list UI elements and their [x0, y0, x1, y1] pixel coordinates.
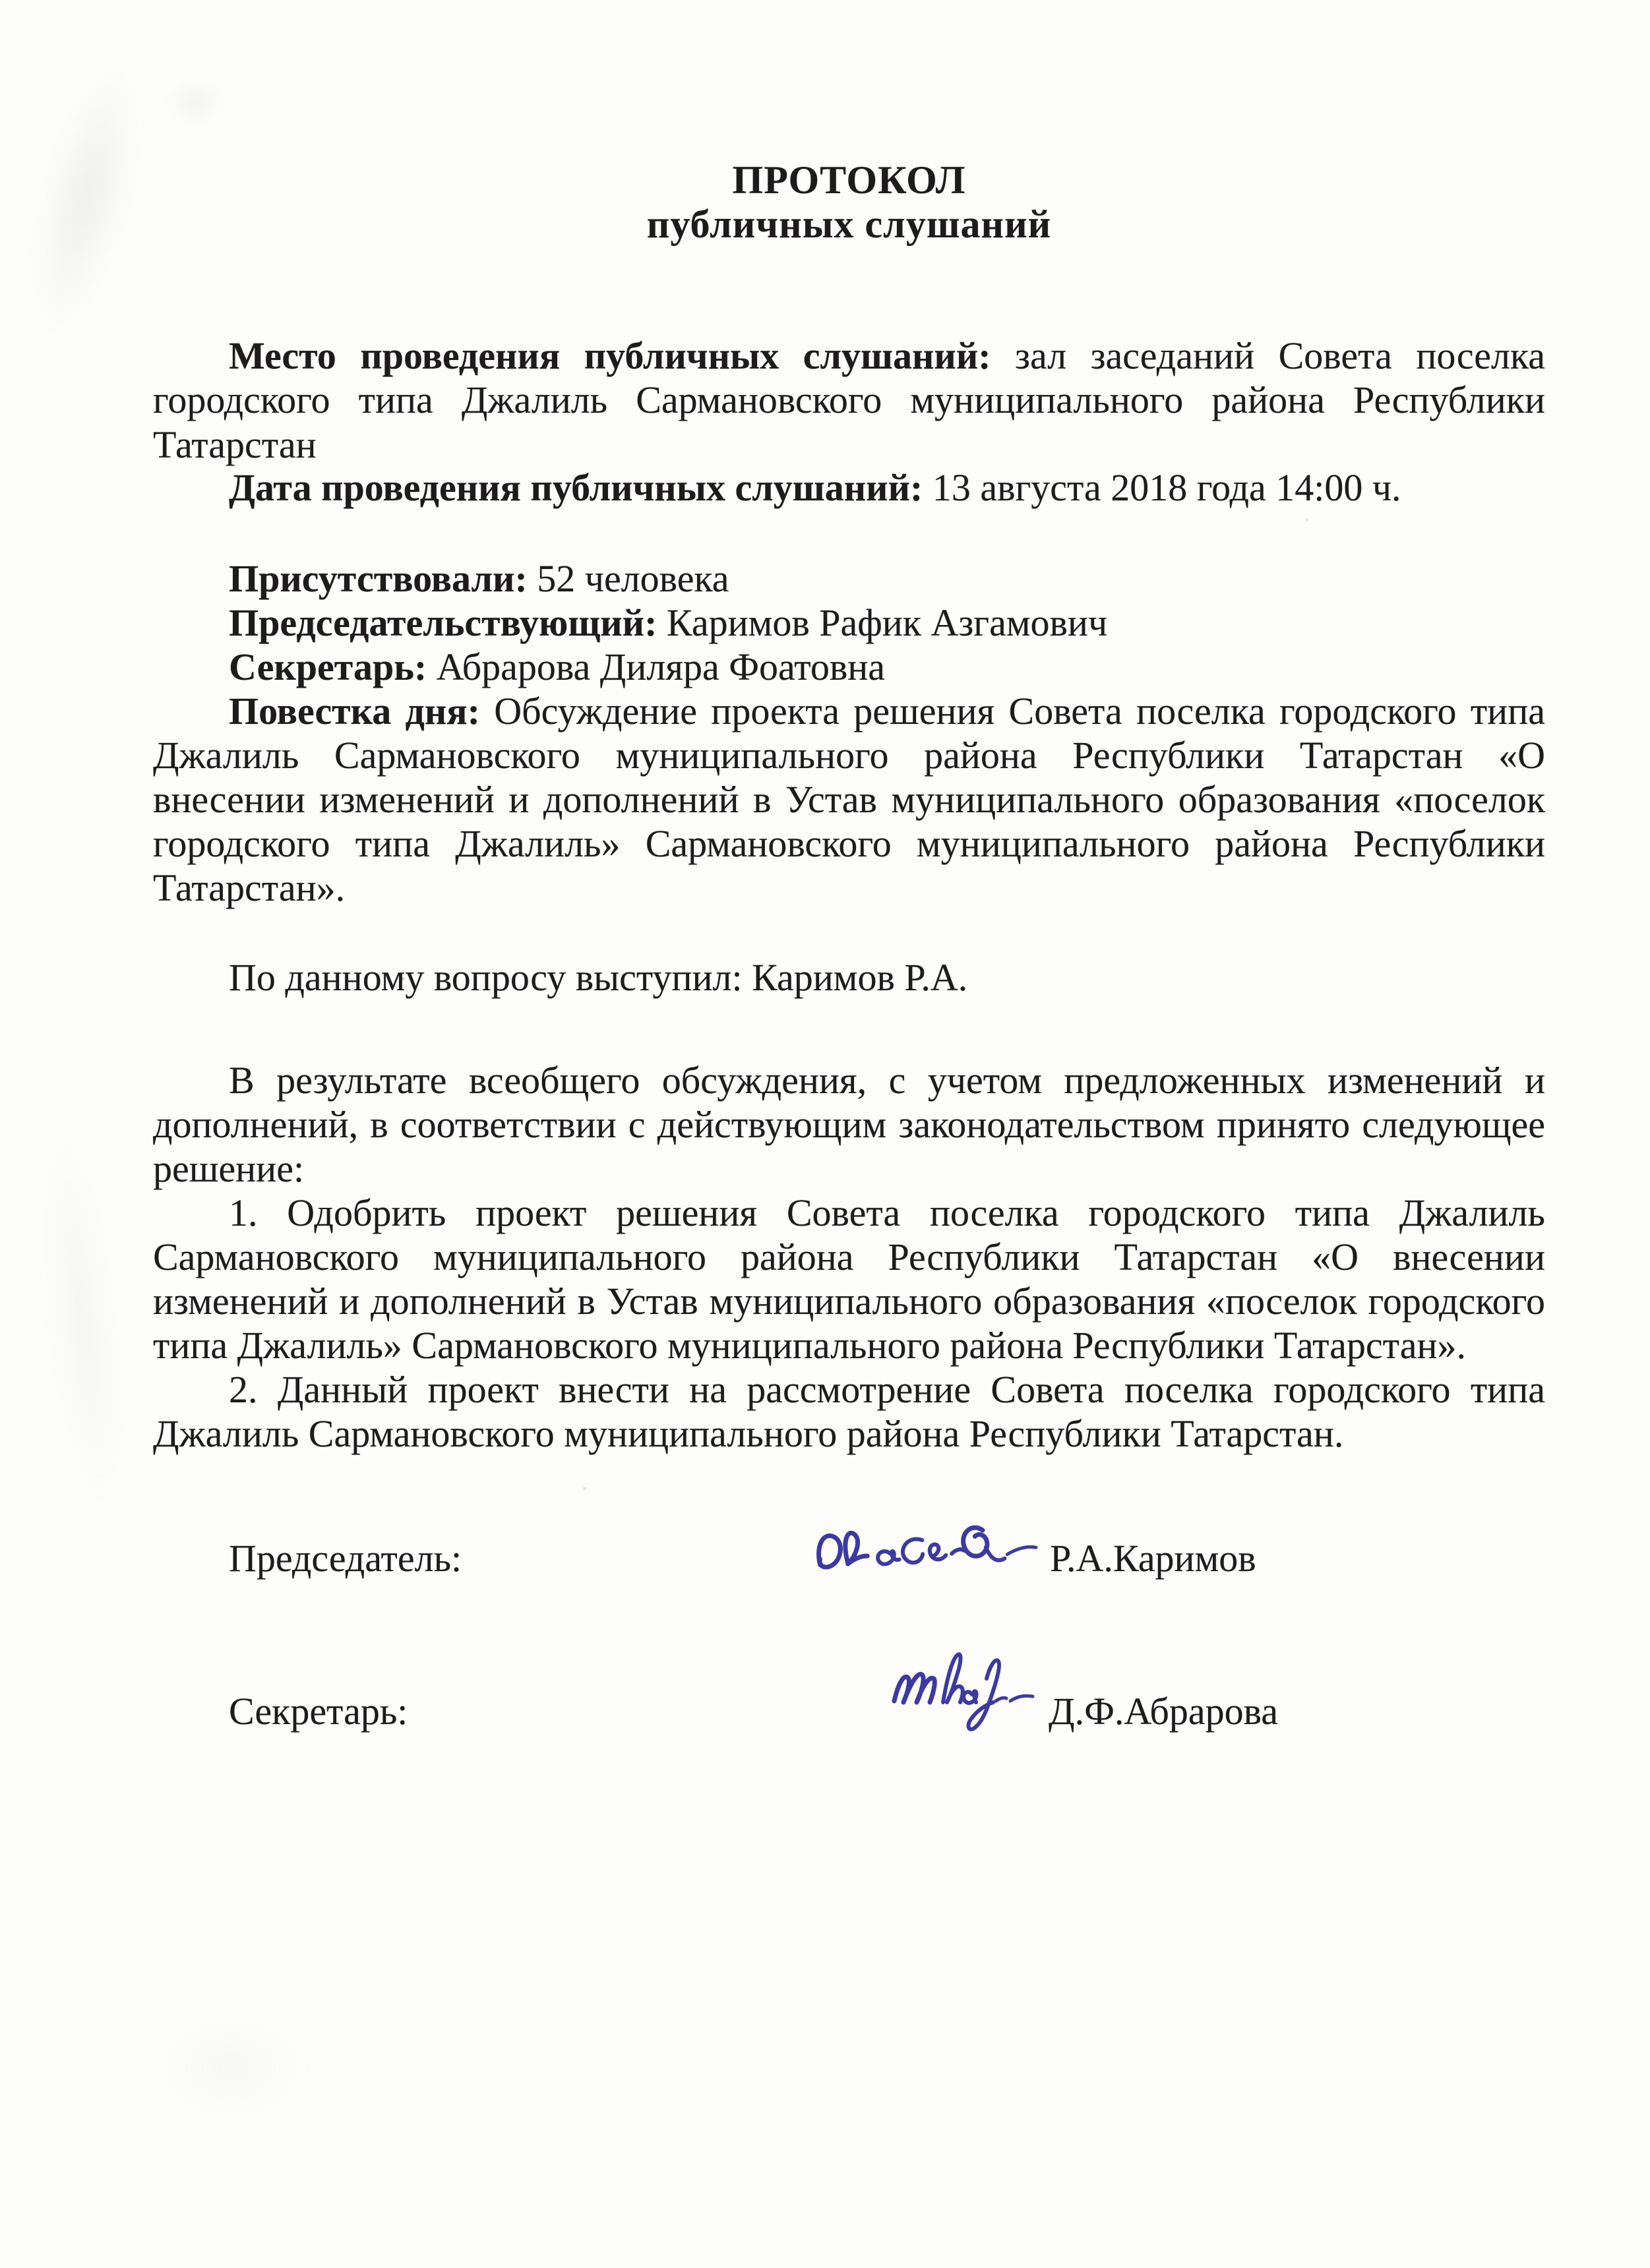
chairman-line [153, 601, 1545, 645]
secretary-signature-ink-icon [884, 1636, 1042, 1742]
resolution-line-1: В результате всеобщего обсуждения, с учетом предложенных изменений и [229, 1059, 1545, 1102]
speaker-paragraph [153, 955, 1545, 1000]
agenda-line-3: внесении изменений и дополнений в Устав муниципального образования «поселок [153, 778, 1545, 821]
agenda-line-4: городского типа Джалиль» Сармановского муниципального района Республики [153, 822, 1545, 865]
resolution-line-2: дополнений, в соответствии с действующим законодательством принято следующее [153, 1103, 1545, 1146]
date-line [153, 465, 1545, 510]
chairman-signature-name: Р.А.Каримов [1050, 1537, 1256, 1580]
speaker-line: По данному вопросу выступил: Каримов Р.А. [229, 956, 968, 999]
agenda-label: Повестка дня: [229, 690, 480, 732]
chairman-signature-row [153, 1536, 1545, 1615]
attendees-label: Присутствовали: [229, 557, 528, 600]
date-paragraph [153, 465, 1545, 510]
decision-item-1-line-2: Сармановского муниципального района Республики Татарстан «О внесении [153, 1236, 1545, 1278]
decision-item-2-line-2: Джалиль Сармановского муниципального района Республики Татарстан. [153, 1412, 1344, 1455]
scan-smudge [7, 52, 164, 343]
agenda-line-2: Джалиль Сармановского муниципального района Республики Татарстан «О [153, 734, 1545, 777]
agenda-line-1 [153, 689, 1545, 733]
place-paragraph [153, 334, 1545, 467]
chairman-label: Председательствующий: [229, 601, 657, 644]
chairman-signature-ink-icon [808, 1514, 1041, 1588]
scan-smudge [26, 1118, 139, 1519]
secretary-signature-row [153, 1689, 1545, 1768]
place-line-2: городского типа Джалиль Сармановского муниципального района Республики [153, 378, 1545, 421]
secretary-rest: Абрарова Диляра Фоатовна [427, 645, 886, 688]
secretary-label: Секретарь: [229, 645, 427, 688]
attendees-line [153, 556, 1545, 601]
place-line-1-rest: зал заседаний Совета поселка [991, 334, 1546, 377]
place-label: Место проведения публичных слушаний: [229, 334, 991, 377]
secretary-signature-label: Секретарь: [229, 1690, 408, 1733]
resolution-block [153, 1058, 1545, 1456]
attendees-rest: 52 человека [527, 557, 729, 600]
secretary-line [153, 645, 1545, 689]
document-title: ПРОТОКОЛ [732, 158, 966, 202]
agenda-line-1-rest: Обсуждение проекта решения Совета поселка городского типа [479, 690, 1545, 732]
date-rest: 13 августа 2018 года 14:00 ч. [923, 466, 1401, 509]
date-label: Дата проведения публичных слушаний: [229, 466, 923, 509]
chairman-rest: Каримов Рафик Азгамович [657, 601, 1108, 644]
decision-item-1-line-4: типа Джалиль» Сармановского муниципального района Республики Татарстан». [153, 1324, 1467, 1367]
document-subtitle: публичных слушаний [646, 202, 1052, 246]
secretary-signature-name: Д.Ф.Абрарова [1049, 1690, 1278, 1733]
decision-item-1-line-1: 1. Одобрить проект решения Совета поселка городского типа Джалиль [229, 1191, 1545, 1234]
decision-item-1-line-3: изменений и дополнений в Устав муниципального образования «поселок городского [153, 1280, 1545, 1323]
decision-item-2-line-1: 2. Данный проект внести на рассмотрение Совета поселка городского типа [229, 1368, 1545, 1411]
resolution-line-3: решение: [153, 1147, 305, 1190]
text-column [153, 0, 1545, 2268]
participants-agenda-block [153, 556, 1545, 910]
agenda-line-5: Татарстан». [153, 866, 346, 909]
place-line-1 [153, 334, 1545, 378]
document-title-block [153, 158, 1545, 247]
chairman-signature-label: Председатель: [229, 1537, 462, 1580]
place-line-3: Татарстан [153, 423, 317, 466]
